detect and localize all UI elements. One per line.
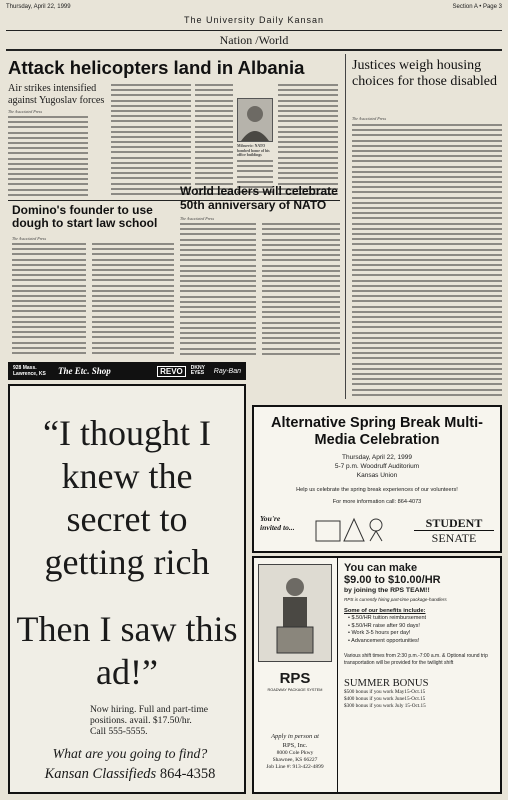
divider <box>6 49 502 51</box>
albania-body-col5 <box>278 84 338 198</box>
dominos-body-col1 <box>12 243 86 355</box>
rps-headline-1: You can make <box>344 562 418 574</box>
rps-bonus-list <box>344 689 498 710</box>
rps-benefits-list <box>348 615 498 645</box>
brand-revo: REVO <box>157 366 186 377</box>
rps-logo: RPS <box>279 670 311 687</box>
etc-store-name: The Etc. Shop <box>58 366 111 376</box>
volunteers-illustration-icon <box>314 511 394 547</box>
spring-break-ad[interactable] <box>252 405 502 553</box>
rps-bonus-title: SUMMER BONUS <box>344 678 429 689</box>
classified-ad[interactable] <box>8 384 246 794</box>
rps-company: RPS, Inc. <box>282 742 308 749</box>
rps-headline-2: $9.00 to $10.00/HR <box>344 574 441 586</box>
spring-break-venue: Kansas Union <box>356 472 398 479</box>
nato-headline: World leaders will celebrate 50th anniversary of NATO <box>180 184 338 212</box>
spring-break-title: Alternative Spring Break Multi-Media Celebration <box>271 415 483 448</box>
benefit-item: • $.50/HR raise after 90 days! <box>348 623 498 631</box>
etc-address: 928 Mass. Lawrence, KS <box>13 365 46 377</box>
photo-caption: Milosevic: NATO bombed home of his office buildings <box>237 144 270 157</box>
nato-body-col2 <box>262 223 340 355</box>
justices-headline: Justices weigh housing choices for those disabled <box>352 58 498 89</box>
rps-address-2: Shawnee, KS 66227 <box>272 757 318 763</box>
senate-bottom: SENATE <box>431 531 477 545</box>
classified-phone: 864-4358 <box>159 766 216 782</box>
rps-shift-note: Various shift times from 2:30 p.m.-7:00 a.m. & Optional round trip transportation will be provided for the twilight shift <box>344 653 488 666</box>
classified-hiring: Now hiring. Full and part-time positions. avail. $17.50/hr. Call 555-5555. <box>90 704 209 737</box>
package-handler-icon <box>259 565 331 661</box>
classified-quote-2: Then I saw this ad!” <box>16 609 238 692</box>
senate-top: STUDENT <box>425 516 483 530</box>
justices-credit: The Associated Press <box>352 116 386 121</box>
rps-address-1: 8000 Cole Pkwy <box>276 750 314 756</box>
invite-text: You're invited to... <box>260 514 295 532</box>
rps-apply-block <box>258 732 332 771</box>
section-page: Section A • Page 3 <box>452 4 502 10</box>
divider <box>6 30 502 31</box>
spring-break-details <box>260 453 494 480</box>
dominos-body-col2 <box>92 243 174 355</box>
masthead: The University Daily Kansan <box>183 15 325 25</box>
benefit-item: • Work 3-5 hours per day! <box>348 630 498 638</box>
albania-credit: The Associated Press <box>8 109 42 114</box>
portrait-icon <box>238 99 272 141</box>
milosevic-photo <box>237 98 273 142</box>
rps-ad[interactable] <box>252 556 502 794</box>
albania-body-col2 <box>111 84 191 198</box>
albania-body-col3 <box>195 84 233 198</box>
classified-brand: Kansan Classifieds <box>44 766 157 782</box>
rps-benefits-title: Some of our benefits include: <box>344 608 426 614</box>
spring-break-body: Help us celebrate the spring break experiences of our volunteers! <box>296 487 458 493</box>
nato-body-col1 <box>180 223 256 355</box>
rps-apply: Apply in person at <box>271 733 319 740</box>
rps-headline-3: by joining the RPS TEAM!! <box>344 587 430 594</box>
dominos-credit: The Associated Press <box>12 236 46 241</box>
column-divider <box>345 54 346 399</box>
classified-quote-1: “I thought I knew the secret to getting rich <box>43 413 211 582</box>
spring-break-info: For more information call: 864-4073 <box>332 499 422 505</box>
rps-photo <box>258 564 332 662</box>
bonus-item: $500 bonus if you work May15-Oct.15 <box>344 689 426 695</box>
etc-shop-ad[interactable] <box>8 362 246 380</box>
albania-body-col1 <box>8 116 88 198</box>
dominos-headline: Domino's founder to use dough to start law school <box>12 203 158 230</box>
rps-right-column <box>344 562 498 710</box>
benefit-item: • Advancement opportunities! <box>348 638 498 646</box>
rps-hiring-line: RPS is currently hiring part-time package-handlers <box>344 597 447 602</box>
spring-break-time-place: 5-7 p.m. Woodruff Auditorium <box>334 463 420 470</box>
classified-question: What are you going to find? <box>52 746 208 761</box>
nato-credit: The Associated Press <box>180 216 214 221</box>
albania-headline: Attack helicopters land in Albania <box>8 57 305 78</box>
albania-subhead: Air strikes intensified against Yugoslav forces <box>8 83 105 106</box>
brand-rayban: Ray-Ban <box>213 367 241 375</box>
bonus-item: $300 bonus if you work July 15-Oct.15 <box>344 703 426 709</box>
justices-body <box>352 124 502 396</box>
rps-jobline: Job Line #: 913-422-4899 <box>266 764 324 770</box>
student-senate-logo <box>414 517 494 544</box>
benefit-item: • $.50/HR tuition reimbursement <box>348 615 498 623</box>
classified-footer <box>30 766 230 783</box>
brand-dkny: DKNY EYES <box>190 365 205 376</box>
rps-left-column <box>254 558 338 792</box>
rps-logo-sub: ROADWAY PACKAGE SYSTEM <box>267 688 323 692</box>
issue-date: Thursday, April 22, 1999 <box>6 4 71 10</box>
bonus-item: $400 bonus if you work June15-Oct.15 <box>344 696 426 702</box>
spring-break-date: Thursday, April 22, 1999 <box>342 454 412 461</box>
section-title: Nation /World <box>219 33 289 47</box>
